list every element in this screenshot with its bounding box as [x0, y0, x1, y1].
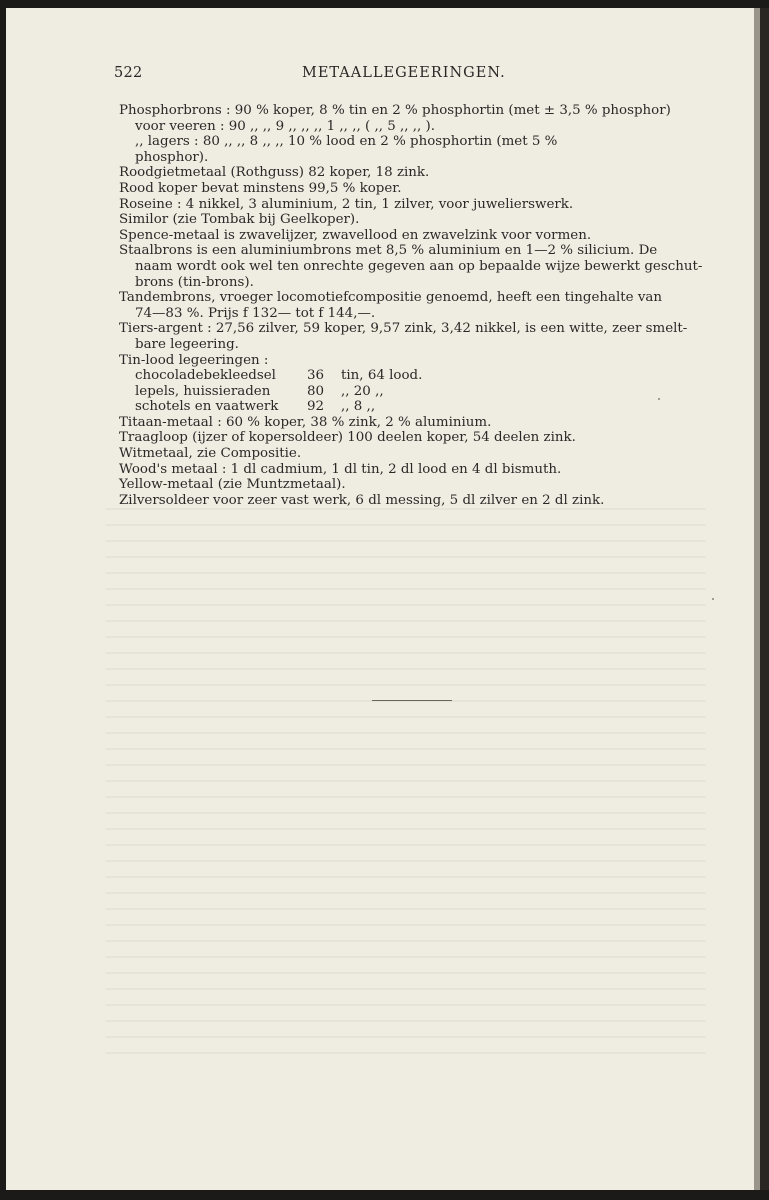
entry-phosphorbrons: Phosphorbrons : 90 % koper, 8 % tin en 2 % phosphortin (met ± 3,5 % phosphor) [119, 103, 671, 118]
tin-lood-tin-label: tin, [341, 368, 364, 384]
entry-list [119, 103, 709, 508]
entry-woods-metaal: Wood's metaal : 1 dl cadmium, 1 dl tin, 2 dl lood en 4 dl bismuth. [119, 461, 562, 477]
running-title: METAALLEGEERINGEN. [302, 65, 506, 81]
entry-tandembrons-cont: 74—83 %. Prijs f 132— tot f 144,—. [135, 305, 376, 321]
section-end-rule [372, 700, 452, 701]
book-edge [760, 8, 769, 1190]
tin-lood-row [119, 384, 709, 400]
running-header [6, 65, 756, 87]
book-page [6, 8, 756, 1190]
tin-lood-tin: 80 [307, 383, 325, 399]
entry-phosphorbrons-veeren: voor veeren : 90 ,, ,, 9 ,, ,, ,, 1 ,, ,, ( ,, 5 ,, ,, ). [135, 118, 436, 134]
tin-lood-lood: 64 lood. [367, 368, 423, 384]
entry-phosphorbrons-cont: phosphor). [135, 149, 209, 165]
entry-titaan-metaal: Titaan-metaal : 60 % koper, 38 % zink, 2 % aluminium. [119, 414, 492, 430]
entry-roodgietmetaal: Roodgietmetaal (Rothguss) 82 koper, 18 zink. [119, 165, 430, 181]
entry-staalbrons-cont: naam wordt ook wel ten onrechte gegeven aan op bepaalde wijze bewerkt geschut- [135, 258, 703, 274]
tin-lood-tin: 36 [307, 368, 325, 384]
entry-similor: Similor (zie Tombak bij Geelkoper). [119, 212, 360, 228]
entry-tiers-argent-cont: bare legeering. [135, 336, 239, 352]
paper-speck [658, 398, 660, 400]
entry-tin-lood: Tin-lood legeeringen : [119, 352, 269, 368]
entry-roseine: Roseine : 4 nikkel, 3 aluminium, 2 tin, 1 zilver, voor juwelierswerk. [119, 196, 574, 212]
entry-zilversoldeer: Zilversoldeer voor zeer vast werk, 6 dl messing, 5 dl zilver en 2 dl zink. [119, 492, 605, 508]
entry-staalbrons-cont2: brons (tin-brons). [135, 274, 254, 290]
entry-rood-koper: Rood koper bevat minstens 99,5 % koper. [119, 180, 402, 196]
tin-lood-item: lepels, huissieraden [135, 383, 271, 399]
entry-tiers-argent: Tiers-argent : 27,56 zilver, 59 koper, 9,57 zink, 3,42 nikkel, is een witte, zeer smelt- [119, 321, 688, 337]
entry-witmetaal: Witmetaal, zie Compositie. [119, 446, 302, 462]
paper-speck [712, 598, 714, 600]
tin-lood-lood: 8 ,, [353, 399, 376, 415]
entry-traagloop: Traagloop (ijzer of kopersoldeer) 100 deelen koper, 54 deelen zink. [119, 430, 576, 446]
tin-lood-row [119, 399, 709, 415]
entry-tandembrons: Tandembrons, vroeger locomotiefcompositie genoemd, heeft een tingehalte van [119, 290, 663, 306]
tin-lood-row [119, 368, 709, 384]
entry-spence-metaal: Spence-metaal is zwavelijzer, zwavellood en zwavelzink voor vormen. [119, 227, 592, 243]
entry-staalbrons: Staalbrons is een aluminiumbrons met 8,5 % aluminium en 1—2 % silicium. De [119, 243, 658, 259]
tin-lood-item: schotels en vaatwerk [135, 399, 279, 415]
tin-lood-lood: 20 ,, [353, 383, 384, 399]
entry-phosphorbrons-lagers: ,, lagers : 80 ,, ,, 8 ,, ,, 10 % lood en 2 % phosphortin (met 5 % [135, 134, 558, 150]
tin-lood-tin-label: ,, [341, 399, 350, 415]
show-through-text [106, 508, 706, 1068]
entry-yellow-metaal: Yellow-metaal (zie Muntzmetaal). [119, 477, 346, 493]
tin-lood-tin-label: ,, [341, 383, 350, 399]
page-number: 522 [114, 65, 143, 81]
tin-lood-item: chocoladebekleedsel [135, 368, 276, 384]
tin-lood-tin: 92 [307, 399, 325, 415]
